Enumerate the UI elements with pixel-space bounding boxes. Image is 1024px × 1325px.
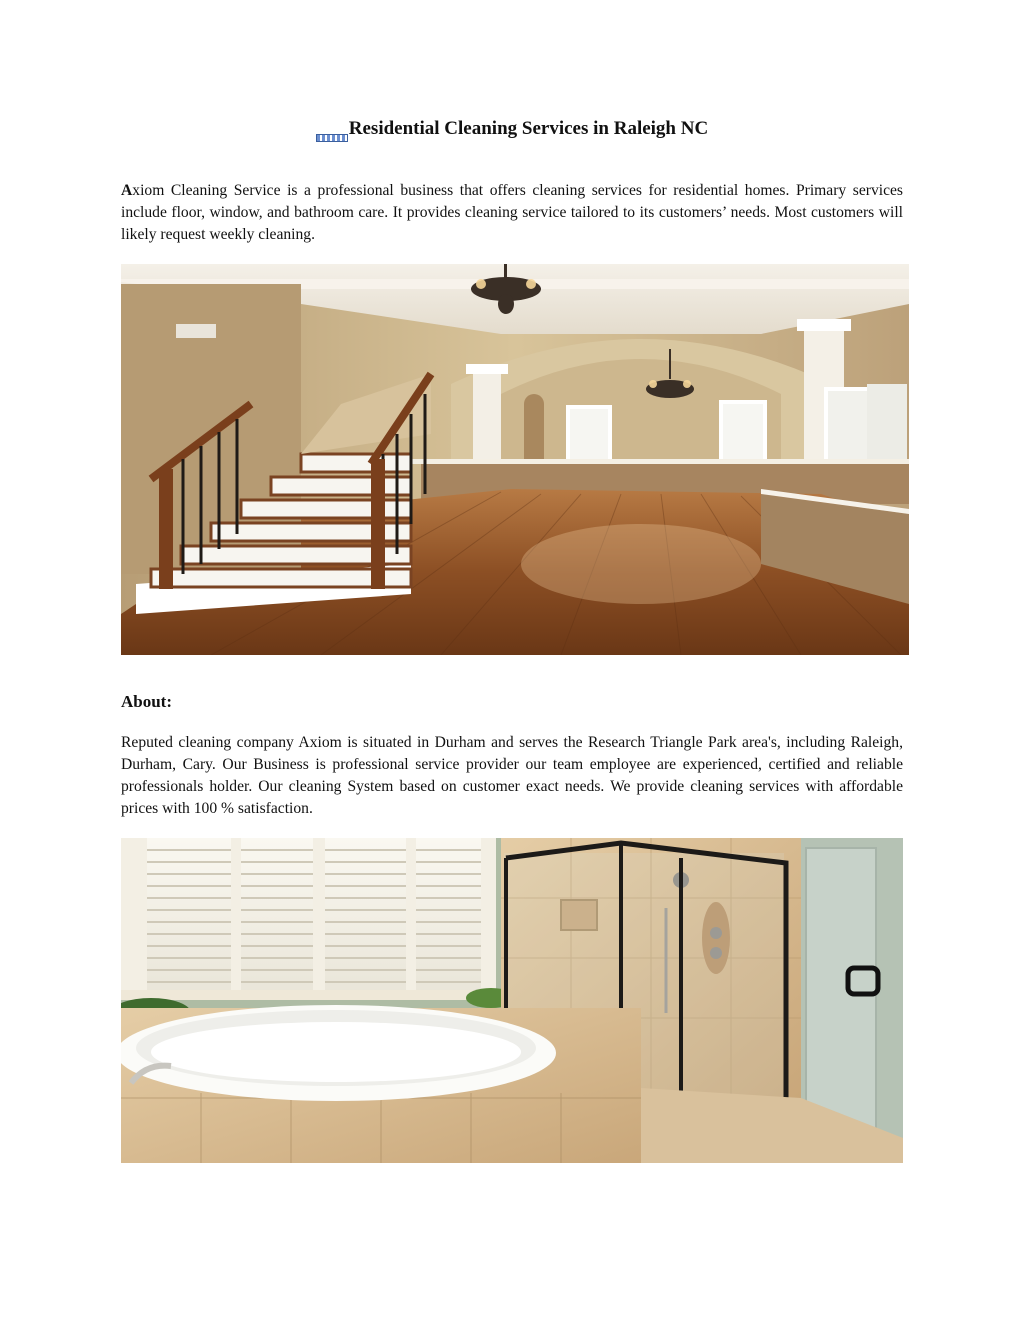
intro-text: xiom Cleaning Service is a professional business that offers cleaning services for residential homes. Primary services include floor, window, and bathroom care. It provides cleaning service tailored to its customers’ needs. Most customers will likely request weekly cleaning. (121, 182, 903, 243)
about-paragraph: Reputed cleaning company Axiom is situated in Durham and serves the Research Triangle Park area's, including Raleigh, Durham, Cary. Our Business is professional service provider our team employee are experienced, certified and reliable professionals holder. Our cleaning System based on customer exact needs. We provide cleaning services with affordable prices with 100 % satisfaction. (121, 734, 903, 817)
page-title: Residential Cleaning Services in Raleigh NC (348, 118, 709, 139)
about-heading: About: (121, 692, 173, 711)
title-row (0, 118, 1024, 142)
bathroom-photo (121, 838, 903, 1163)
intro-paragraph (121, 180, 903, 246)
intro-drop-letter: A (121, 182, 133, 199)
image-placeholder-icon (316, 134, 348, 142)
interior-staircase-photo (121, 264, 909, 655)
